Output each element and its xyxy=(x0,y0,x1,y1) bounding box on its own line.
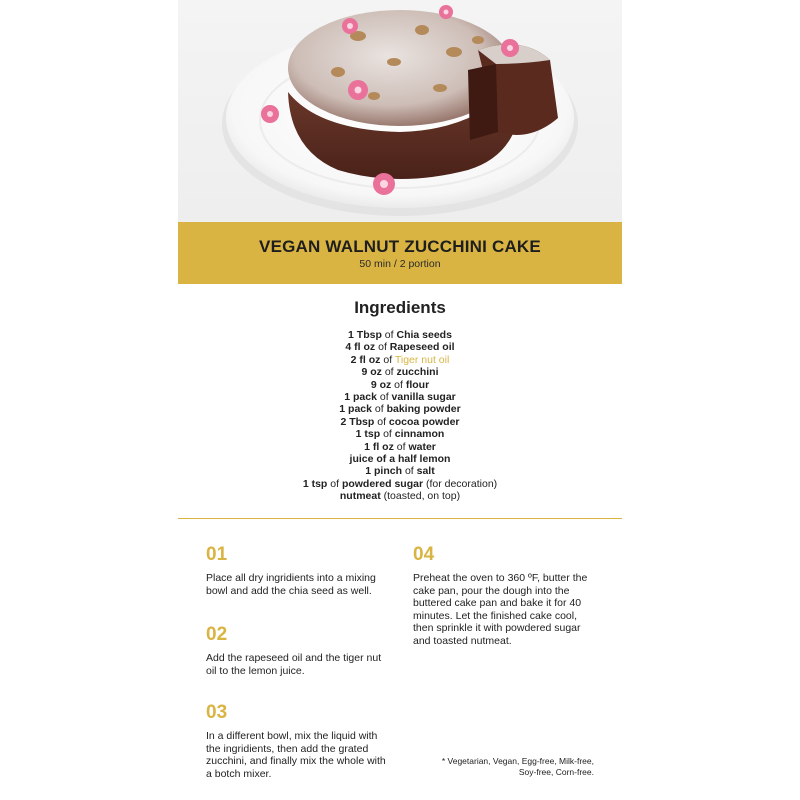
title-banner xyxy=(178,222,622,284)
ingredients-list xyxy=(178,329,622,503)
ingredient-row xyxy=(178,441,622,453)
cake-illustration xyxy=(178,0,622,222)
step-number: 02 xyxy=(206,624,228,645)
cake-photo xyxy=(178,0,622,222)
step-1 xyxy=(206,544,396,597)
ingredient-row xyxy=(178,490,622,502)
ingredient-row xyxy=(178,329,622,341)
ingredient-note: (toasted, on top) xyxy=(380,490,461,503)
ingredient-name: water xyxy=(408,440,436,453)
ingredient-of: of xyxy=(381,366,397,379)
ingredient-row xyxy=(178,391,622,403)
dietary-footnote xyxy=(440,756,594,778)
ingredient-of: of xyxy=(376,391,392,404)
step-2 xyxy=(206,624,396,677)
ingredient-quantity: 2 fl oz xyxy=(350,353,381,366)
ingredient-row xyxy=(178,341,622,353)
ingredient-name: salt xyxy=(416,465,435,478)
ingredient-row xyxy=(178,478,622,490)
ingredient-row xyxy=(178,428,622,440)
ingredient-name: zucchini xyxy=(396,366,439,379)
ingredient-of: of xyxy=(381,329,397,341)
divider xyxy=(178,518,622,519)
ingredient-quantity: 1 pack xyxy=(339,403,372,416)
ingredient-of: of xyxy=(327,477,342,490)
ingredient-of: of xyxy=(402,465,417,478)
ingredient-quantity: 1 pinch xyxy=(365,465,403,478)
ingredient-name: flour xyxy=(405,378,430,391)
step-3 xyxy=(206,702,396,780)
ingredient-row xyxy=(178,465,622,477)
ingredient-name: cinnamon xyxy=(394,428,445,441)
ingredient-row xyxy=(178,379,622,391)
ingredients-heading: Ingredients xyxy=(354,298,446,317)
ingredient-name: vanilla sugar xyxy=(391,391,456,404)
ingredient-of: of xyxy=(375,341,390,354)
step-text: Preheat the oven to 360 ºF, butter the cake pan, pour the dough into the buttered cake pan and bake it for 40 minutes. Let the finished cake cool, then sprinkle it with powdered sugar and toasted nutmeat. xyxy=(413,572,588,647)
ingredient-name: powdered sugar xyxy=(341,477,424,490)
footnote-line: Soy-free, Corn-free. xyxy=(518,767,594,777)
recipe-meta: 50 min / 2 portion xyxy=(359,258,441,270)
ingredient-name: Rapeseed oil xyxy=(389,341,455,354)
ingredient-quantity: nutmeat xyxy=(339,490,381,503)
ingredient-row xyxy=(178,453,622,465)
ingredient-row xyxy=(178,416,622,428)
recipe-title: VEGAN WALNUT ZUCCHINI CAKE xyxy=(259,237,541,256)
ingredient-name: cocoa powder xyxy=(388,415,460,428)
ingredient-of: of xyxy=(372,403,387,416)
ingredient-row xyxy=(178,366,622,378)
ingredient-row xyxy=(178,354,622,366)
recipe-card xyxy=(178,0,622,800)
ingredient-quantity: 2 Tbsp xyxy=(340,415,375,428)
step-number: 04 xyxy=(413,544,435,565)
ingredient-quantity: 1 tsp xyxy=(302,477,328,490)
ingredient-quantity: 9 oz xyxy=(370,378,392,391)
ingredient-quantity: 1 tsp xyxy=(355,428,381,441)
ingredient-row xyxy=(178,403,622,415)
footnote-line: * Vegetarian, Vegan, Egg-free, Milk-free, xyxy=(441,756,594,766)
ingredient-quantity: juice of a half lemon xyxy=(349,453,451,466)
step-4 xyxy=(413,544,603,648)
step-number: 03 xyxy=(206,702,228,723)
ingredient-quantity: 1 fl oz xyxy=(364,440,394,453)
ingredient-quantity: 4 fl oz xyxy=(345,341,376,354)
ingredient-name: baking powder xyxy=(386,403,461,416)
step-text: In a different bowl, mix the liquid with the ingridients, then add the grated zucchini, and finally mix the whole with a botch mixer. xyxy=(206,730,386,780)
ingredient-of: of xyxy=(380,353,395,366)
ingredient-note: (for decoration) xyxy=(423,477,498,490)
ingredient-of: of xyxy=(374,415,389,428)
ingredient-quantity: 9 oz xyxy=(361,366,382,379)
ingredient-of: of xyxy=(380,428,395,441)
ingredient-quantity: 1 pack xyxy=(344,391,377,404)
ingredient-quantity: 1 Tbsp xyxy=(348,329,382,341)
step-number: 01 xyxy=(206,544,228,565)
ingredient-name: Chia seeds xyxy=(396,329,452,341)
step-text: Place all dry ingridients into a mixing bowl and add the chia seed as well. xyxy=(206,572,376,597)
ingredient-name: Tiger nut oil xyxy=(394,353,450,366)
ingredient-of: of xyxy=(391,378,406,391)
ingredient-of: of xyxy=(393,440,409,453)
step-text: Add the rapeseed oil and the tiger nut oil to the lemon juice. xyxy=(206,652,382,677)
